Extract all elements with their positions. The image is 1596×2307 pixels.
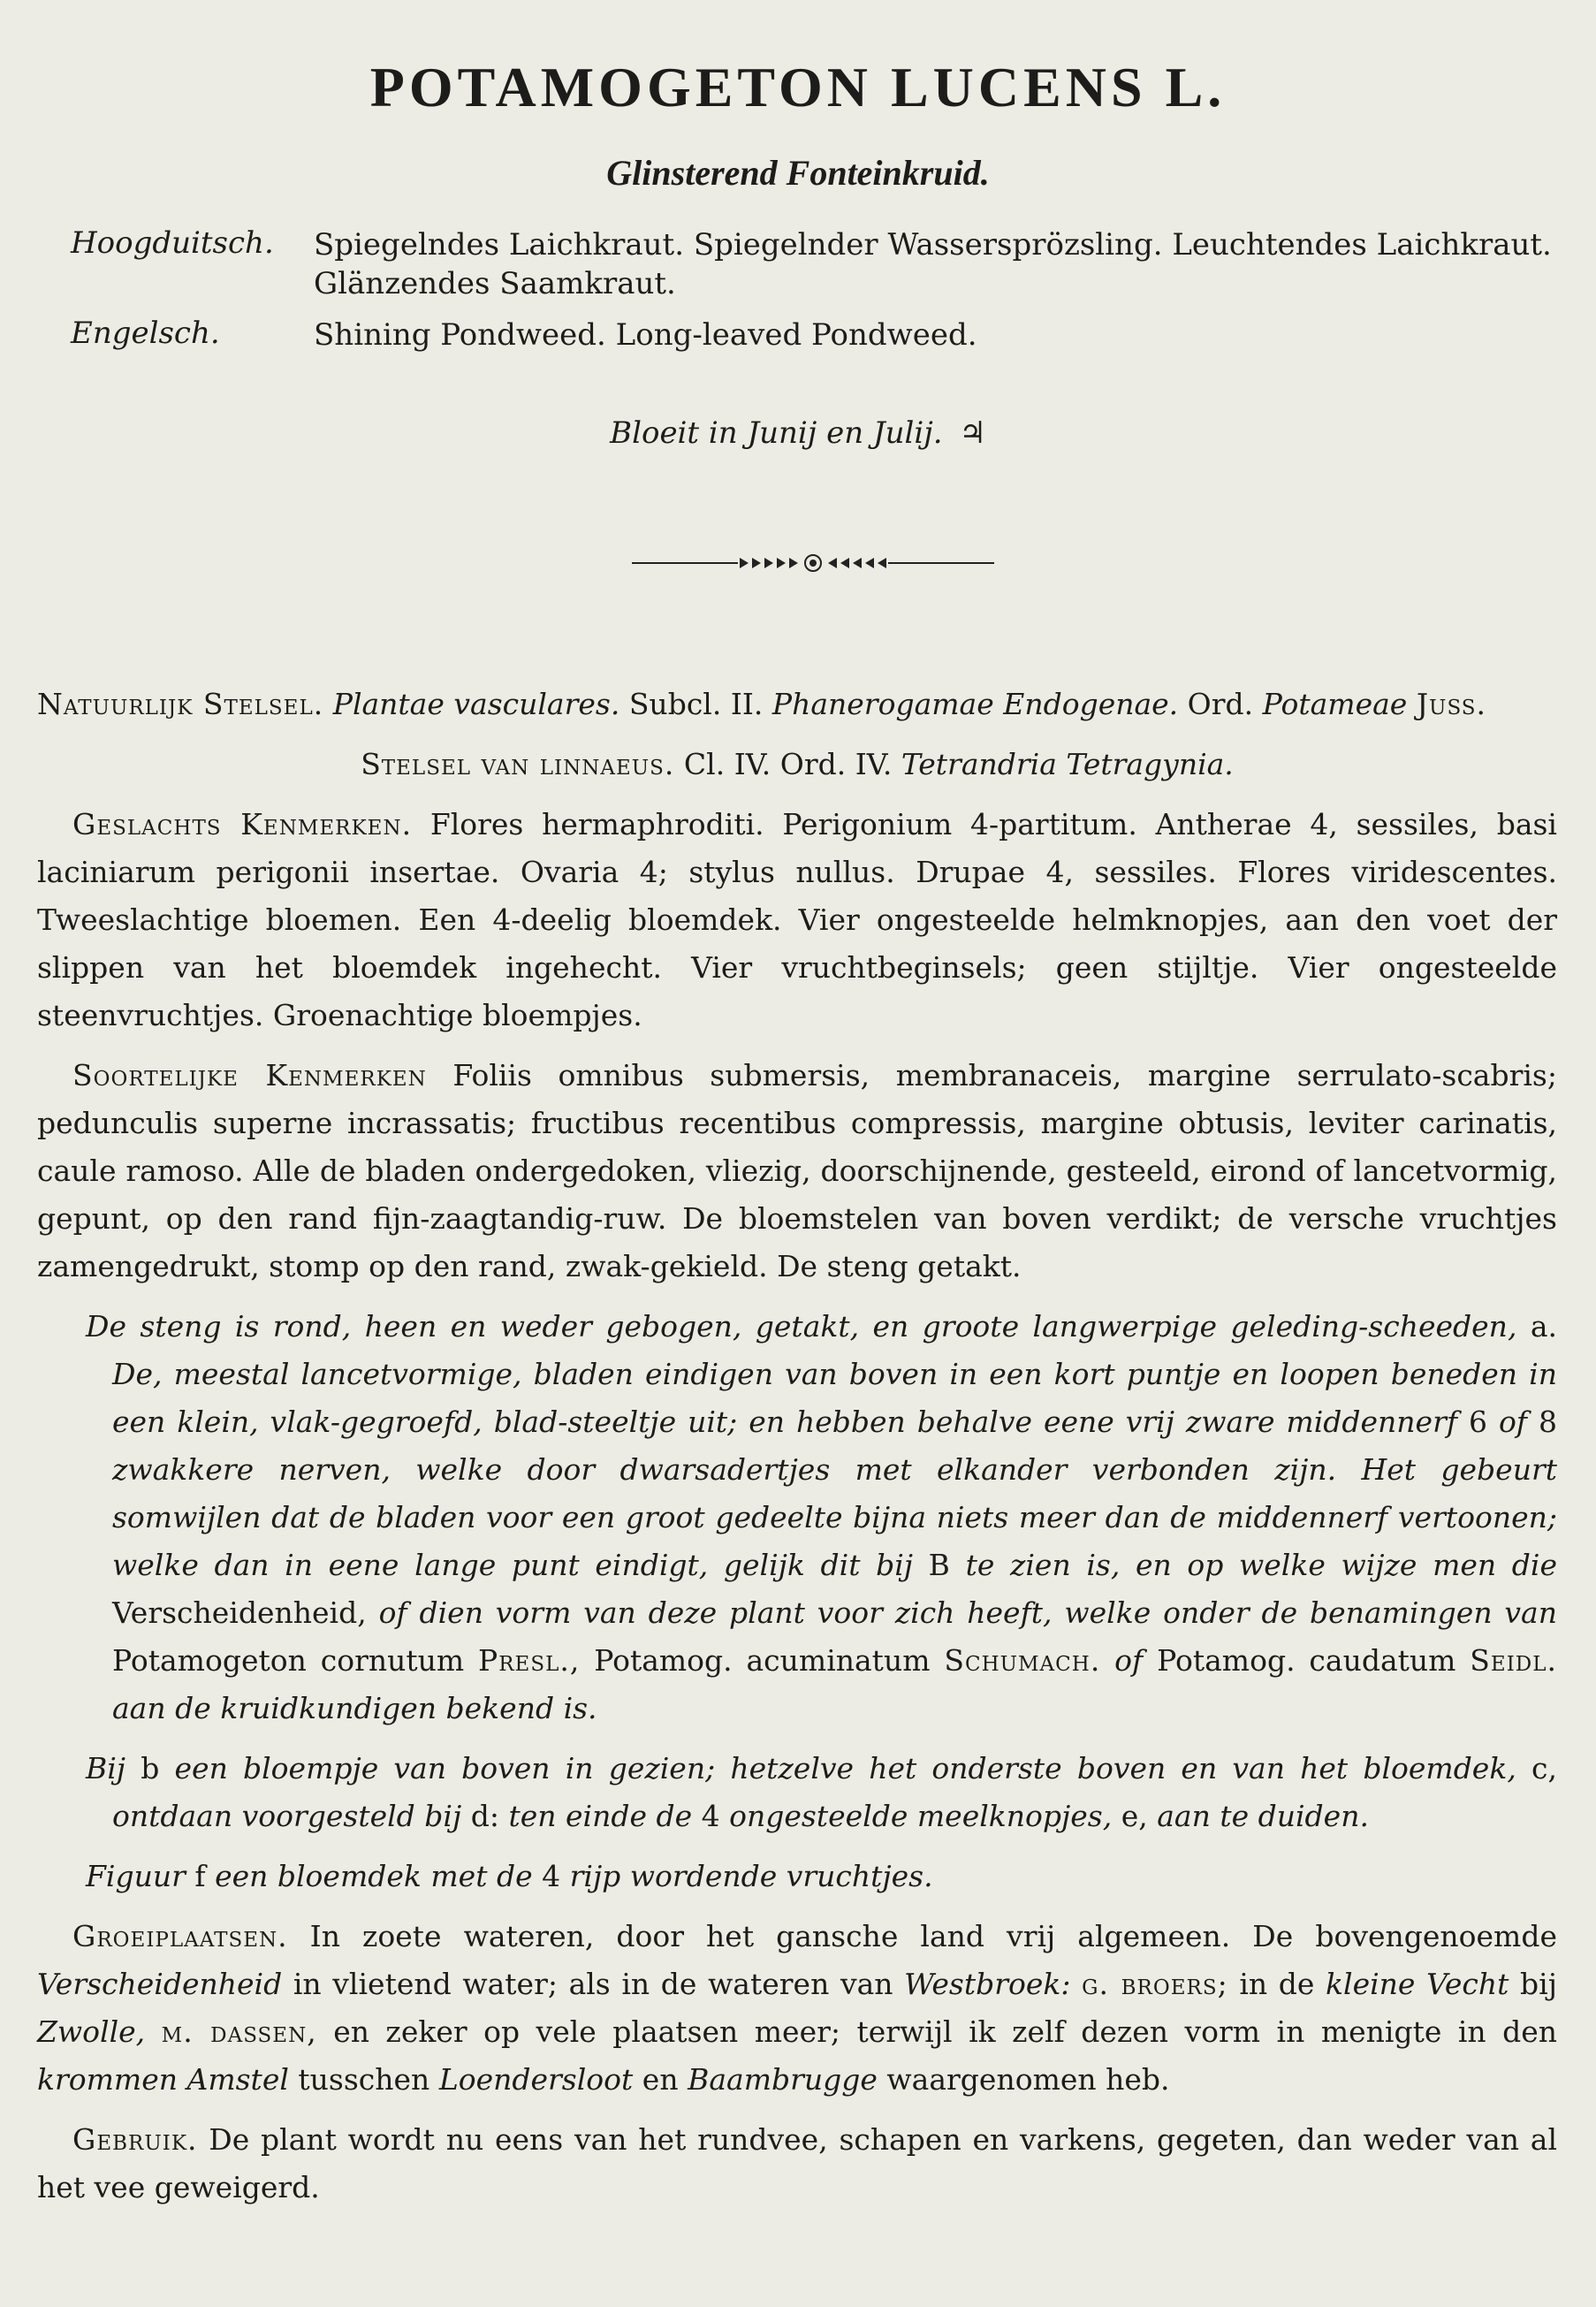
stelsel-linnaeus (37, 741, 1557, 788)
section-label: Geslachts Kenmerken. (72, 807, 413, 841)
section-label: Groeiplaatsen. (72, 1919, 288, 1953)
text-span: of dien vorm van deze plant voor zich heeft, welke onder de benamingen van (378, 1595, 1557, 1630)
text-span: Presl., (478, 1643, 581, 1678)
text-span: Zwolle, (37, 2014, 146, 2049)
text-span: Loendersloot (438, 2062, 634, 2097)
text-span: in vlietend water; als in de wateren van (293, 1967, 893, 2001)
text-span: zwakkere nerven, welke door dwarsadertjes met elkander verbonden zijn. Het gebeurt somwijlen dat de bladen voor een groot gedeelte bijna niets meer dan de middennerf vertoonen; welke dan in eene lange punt eindigt, gelijk dit bij (112, 1452, 1557, 1582)
text-span: ontdaan voorgesteld bij (112, 1799, 462, 1833)
text-span: In zoete wateren, door het gansche land vrij algemeen. De bovengenoemde (309, 1919, 1557, 1953)
plate-description-1 (37, 1303, 1557, 1732)
natuurlijk-stelsel (37, 681, 1557, 728)
text-span: Figuur (86, 1859, 186, 1893)
text-span: een bloempje van boven in gezien; hetzelve het onderste boven en van het bloemdek, (174, 1751, 1516, 1785)
name-lang: Engelsch. (71, 316, 220, 351)
text-span: b (141, 1751, 160, 1785)
text-span: Westbroek: (904, 1967, 1071, 2001)
text-span: waargenomen heb. (886, 2062, 1170, 2097)
section-label: Gebruik. (72, 2122, 198, 2157)
text-span: Bij (86, 1751, 126, 1785)
text-span: kleine Vecht (1326, 1967, 1509, 2001)
text-span: 4 (701, 1799, 720, 1833)
perennial-symbol: ♃ (959, 415, 986, 451)
text-span: Potamog. acuminatum (594, 1643, 931, 1678)
text-span: g. broers; (1082, 1967, 1228, 2001)
soortelijke-kenmerken (37, 1052, 1557, 1291)
plate-description-3 (37, 1853, 1557, 1900)
name-row-english (71, 316, 1555, 354)
groeiplaatsen (37, 1913, 1557, 2104)
geslachts-kenmerken (37, 801, 1557, 1039)
text-span: B (928, 1548, 950, 1582)
text-span: Cl. IV. Ord. IV. (683, 747, 893, 781)
name-lang: Hoogduitsch. (71, 225, 274, 261)
text-span: Baambrugge (688, 2062, 878, 2097)
text-span: e, (1121, 1799, 1148, 1833)
text-span: Phanerogamae Endogenae. (771, 687, 1179, 721)
text-span: Potameae (1262, 687, 1408, 721)
text-span: aan de kruidkundigen bekend is. (112, 1691, 597, 1725)
text-span: Ord. (1187, 687, 1254, 721)
text-span: Seidl. (1470, 1643, 1557, 1678)
text-span: Tetrandria Tetragynia. (901, 747, 1234, 781)
text-span: 8 (1538, 1405, 1557, 1439)
text-span: ten einde de (508, 1799, 693, 1833)
text-span: en zeker op vele plaatsen meer; terwijl ik zelf dezen vorm in menigte in den (333, 2014, 1557, 2049)
text-span: en (642, 2062, 679, 2097)
page-subtitle: Glinsterend Fonteinkruid. (606, 153, 990, 193)
text-span: Schumach. (944, 1643, 1101, 1678)
text-span: Flores hermaphroditi. Perigonium 4-partitum. Antherae 4, sessiles, basi laciniarum perigonii insertae. Ovaria 4; stylus nullus. Drupae 4, sessiles. Flores viridescentes. Tweeslachtige bloemen. Een 4-deelig bloemdek. Vier ongesteelde helmknopjes, aan den voet der slippen van het bloemdek ingehecht. Vier vruchtbeginsels; geen stijltje. Vier ongesteelde steenvruchtjes. Groenachtige bloempjes. (37, 807, 1557, 1032)
text-span: tusschen (298, 2062, 430, 2097)
text-span: rijp wordende vruchtjes. (569, 1859, 933, 1893)
text-span: Potamog. caudatum (1157, 1643, 1456, 1678)
text-span: a. (1530, 1309, 1557, 1344)
main-text (37, 681, 1557, 2224)
text-span: of (1114, 1643, 1144, 1678)
text-span: of (1498, 1405, 1528, 1439)
name-text: Spiegelndes Laichkraut. Spiegelnder Wassersprözsling. Leuchtendes Laichkraut. Glänzendes Saamkraut. (314, 227, 1552, 301)
text-span: f (194, 1859, 206, 1893)
text-span: 6 (1469, 1405, 1487, 1439)
text-span: Plantae vasculares. (332, 687, 620, 721)
bloom-text: Bloeit in Junij en Julij. (610, 415, 943, 451)
ornament-divider (632, 550, 994, 576)
text-span: ongesteelde meelknopjes, (729, 1799, 1113, 1833)
text-span: krommen Amstel (37, 2062, 289, 2097)
name-text: Shining Pondweed. Long-leaved Pondweed. (314, 317, 977, 353)
text-span: Foliis omnibus submersis, membranaceis, margine serrulato-scabris; pedunculis superne incrassatis; fructibus recentibus compressis, margine obtusis, leviter carinatis, caule ramoso. Alle de bladen ondergedoken, vliezig, doorschijnende, gesteeld, eirond of lancetvormig, gepunt, op den rand fijn-zaagtandig-ruw. De bloemstelen van boven verdikt; de versche vruchtjes zamengedrukt, stomp op den rand, zwak-gekield. De steng getakt. (37, 1058, 1557, 1283)
page-title: POTAMOGETON LUCENS L. (369, 56, 1227, 118)
name-row-german (71, 225, 1555, 303)
text-span: Verscheidenheid (37, 1967, 283, 2001)
text-span: Verscheidenheid, (112, 1595, 367, 1630)
text-span: De steng is rond, heen en weder gebogen, getakt, en groote langwerpige geleding-scheeden, (86, 1309, 1517, 1344)
text-span: 4 (542, 1859, 561, 1893)
text-span: bij (1520, 1967, 1557, 2001)
plate-description-2 (37, 1745, 1557, 1840)
text-span: c, (1531, 1751, 1557, 1785)
gebruik (37, 2116, 1557, 2212)
text-span: d: (470, 1799, 499, 1833)
section-label: Stelsel van linnaeus. (361, 747, 675, 781)
text-span: De plant wordt nu eens van het rundvee, schapen en varkens, gegeten, dan weder van al het vee geweigerd. (37, 2122, 1557, 2204)
text-span: m. dassen, (161, 2014, 317, 2049)
text-span: Juss. (1416, 687, 1487, 721)
common-names (71, 225, 1555, 367)
section-label: Soortelijke Kenmerken (72, 1058, 427, 1093)
text-span: Subcl. II. (628, 687, 764, 721)
text-span: De, meestal lancetvormige, bladen eindigen van boven in een kort puntje en loopen beneden in een klein, vlak-gegroefd, blad-steeltje uit; en hebben behalve eene vrij zware middennerf (112, 1357, 1557, 1439)
text-span: aan te duiden. (1157, 1799, 1369, 1833)
text-span: te zien is, en op welke wijze men die (965, 1548, 1557, 1582)
bloom-line (0, 415, 1596, 451)
text-span: in de (1239, 1967, 1315, 2001)
text-span: Potamogeton cornutum (112, 1643, 465, 1678)
text-span: een bloemdek met de (215, 1859, 533, 1893)
section-label: Natuurlijk Stelsel. (37, 687, 324, 721)
